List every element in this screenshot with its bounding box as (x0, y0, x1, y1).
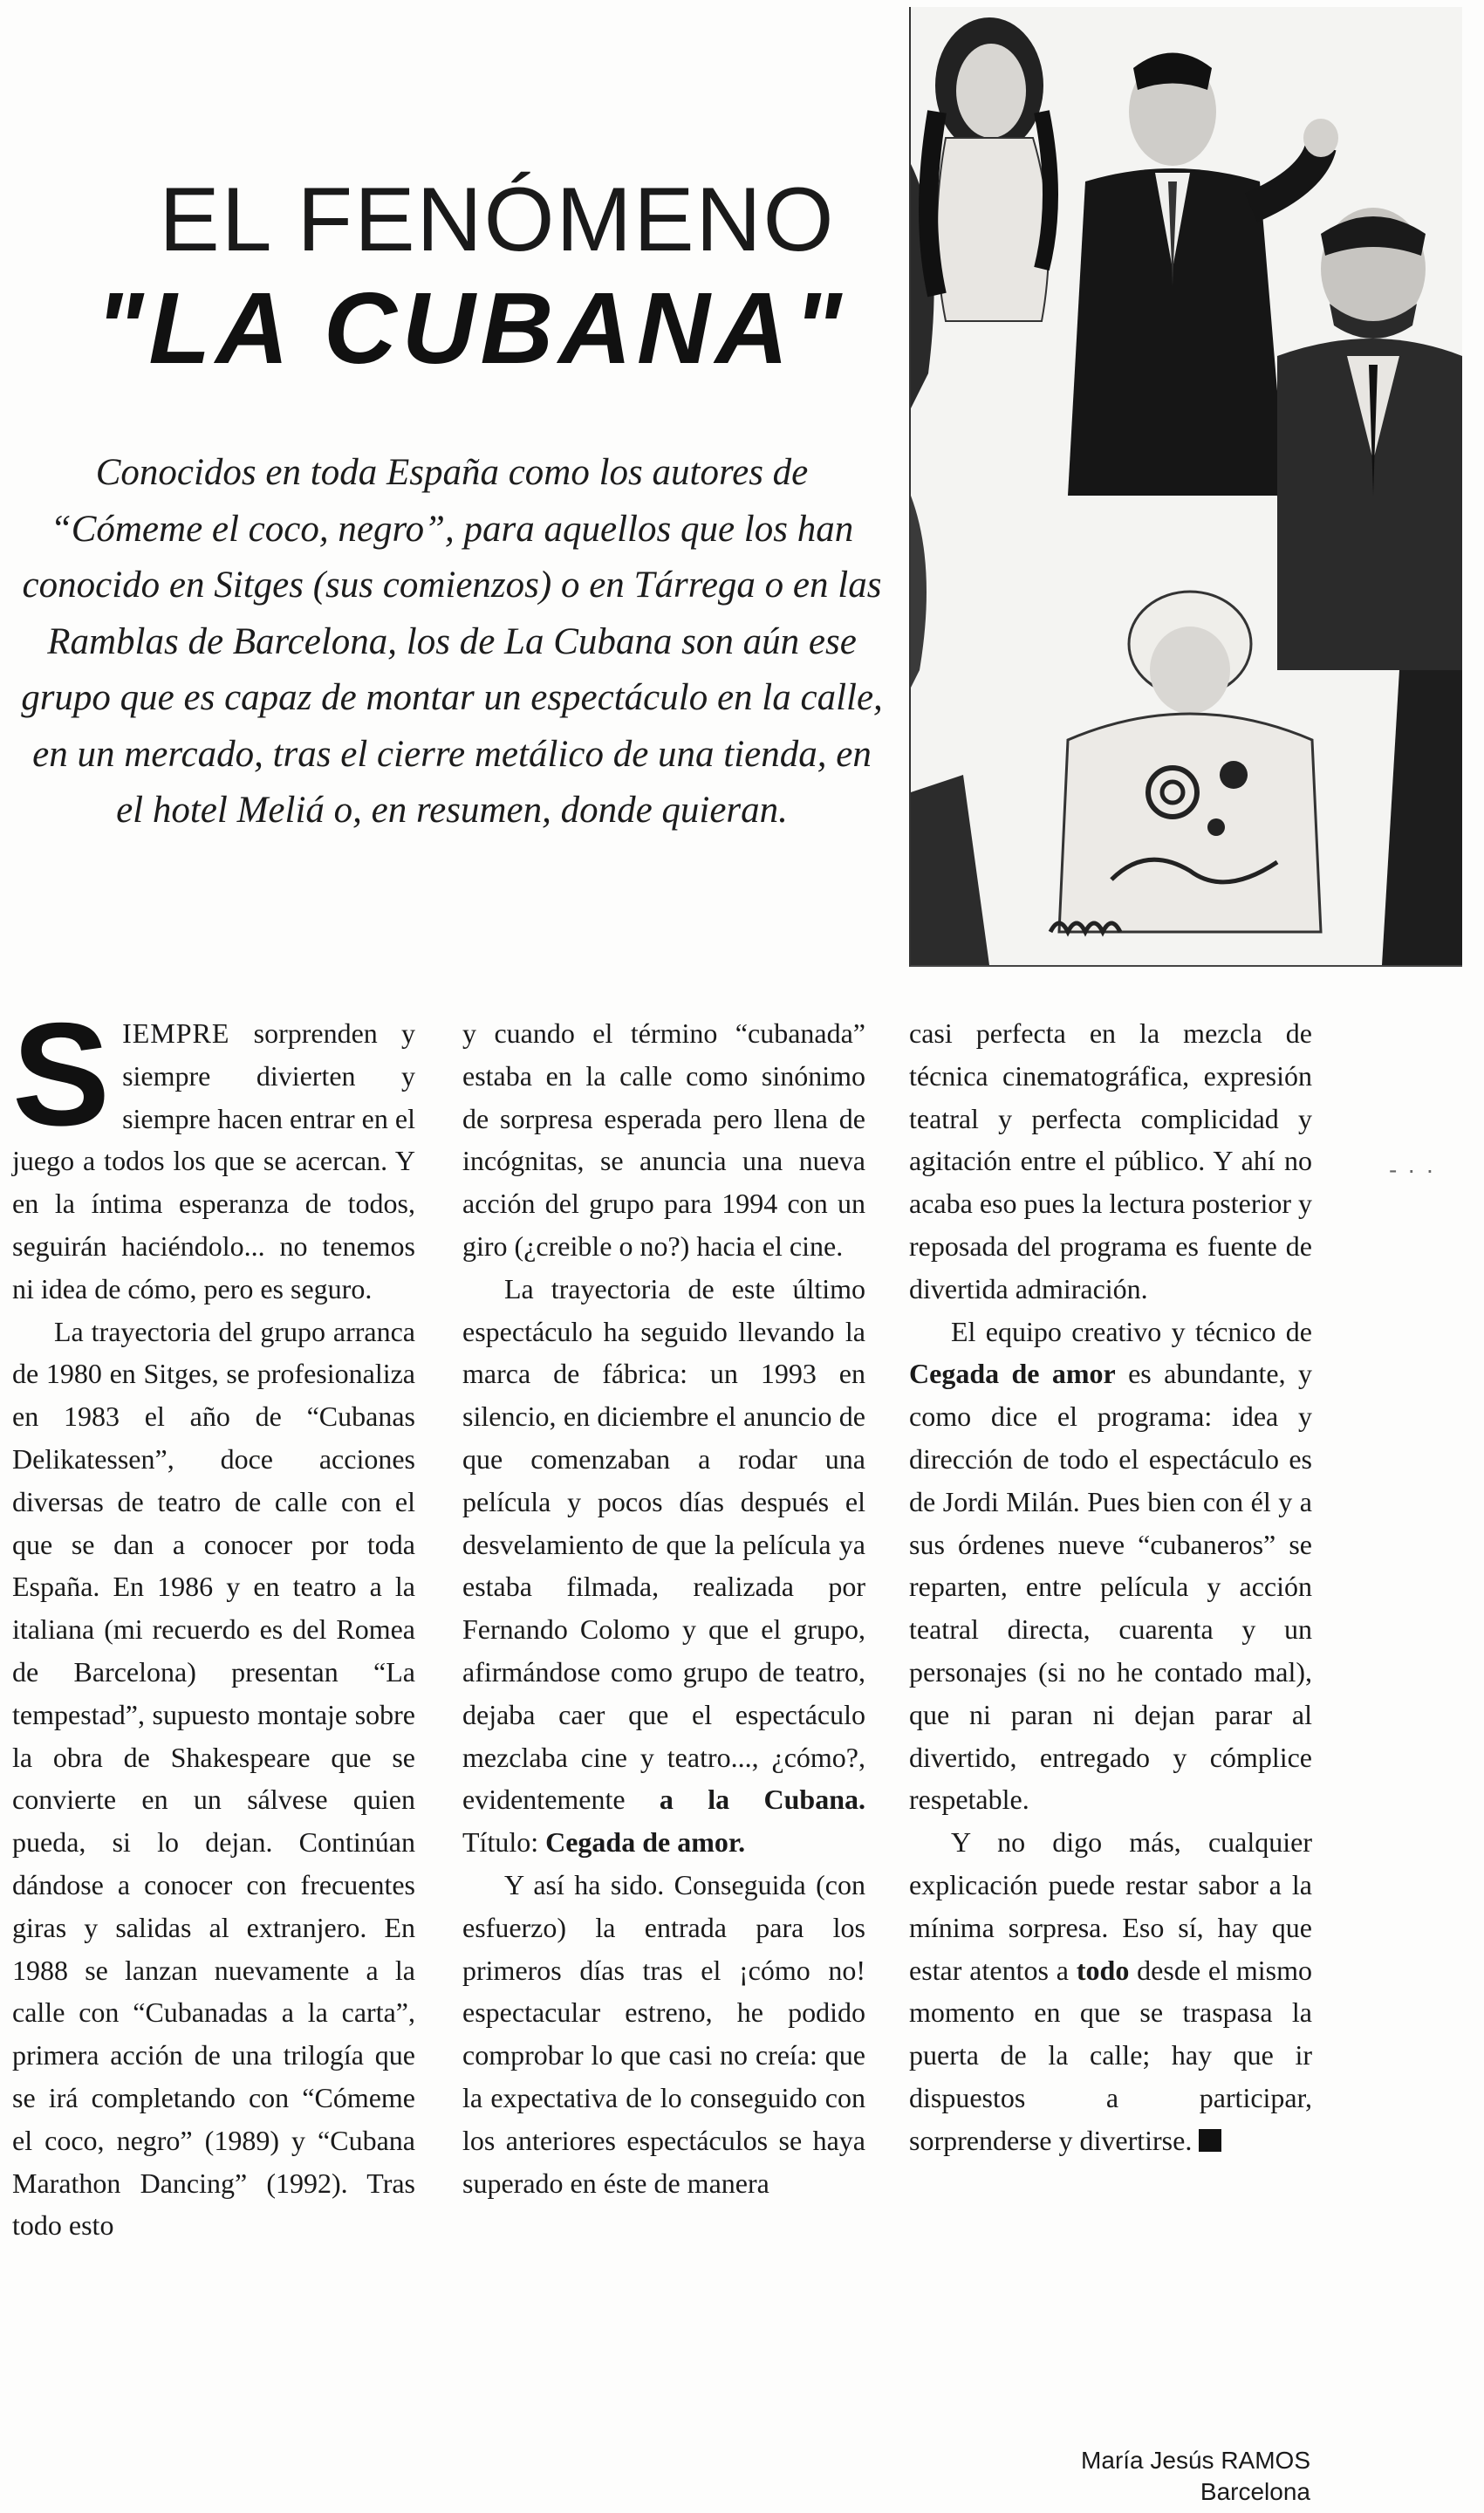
emphasis-text: a la Cubana. (659, 1784, 865, 1816)
headline-top: EL FENÓMENO (159, 169, 836, 270)
lead-paragraph: Conocidos en toda España como los autores de “Cómeme el coco, negro”, para aquellos que los han conocido en Sitges (sus comienzos) o en Tárrega o en las Ramblas de Barcelona, los de La Cubana son aún ese grupo que es capaz de montar un espectáculo en la calle, en un mercado, tras el cierre metálico de una tienda, en el hotel Meliá o, en resumen, donde quieran. (21, 452, 883, 831)
byline (1003, 2445, 1310, 2508)
paragraph: Y así ha sido. Conseguida (con esfuerzo) la entrada para los primeros días tras el ¡cómo no! espectacular estreno, he podido comprobar lo que casi no creía: que la expectativa de lo conseguido con los anteriores espectáculos se haya superado en éste de manera (462, 1868, 865, 2199)
paragraph-text: La trayectoria de este último espectáculo ha seguido llevando la marca de fábrica: un 1993 en silencio, en diciembre el anuncio de que comenzaban a rodar una película y pocos días después el desvelamiento de que la película ya estaba filmada, realizada por Fernando Colomo y que el grupo, afirmándose como grupo de teatro, dejaba caer que el espectáculo mezclaba cine y teatro..., ¿cómo?, evidentemente (462, 1272, 865, 1816)
paragraph (462, 1268, 865, 1864)
paragraph-text: Y no digo más, cualquier explicación puede restar sabor a la mínima sorpresa. Eso sí, hay que estar atentos a (909, 1826, 1312, 1986)
article-column-2 (462, 1012, 865, 2204)
paragraph (909, 1821, 1312, 2161)
paragraph (909, 1311, 1312, 1822)
author-name: María Jesús RAMOS (1081, 2447, 1310, 2474)
paragraph: La trayectoria del grupo arranca de 1980 en Sitges, se profesionaliza en 1983 el año de “Cubanas Delikatessen”, doce acciones diversas de teatro de calle con el que se dan a conocer por toda España. En 1986 y en teatro a la italiana (mi recuerdo es del Romea de Barcelona) presentan “La tempestad”, supuesto montaje sobre la obra de Shakespeare que se convierte en un sálvese quien pueda, si lo dejan. Continúan dándose a conocer con frecuentes giras y salidas al extranjero. En 1988 se lanzan nuevamente a la calle con “Cubanadas a la carta”, primera acción de una trilogía que se irá completando con “Cómeme el coco, negro” (1989) y “Cubana Marathon Dancing” (1992). Tras todo esto (12, 1315, 415, 2242)
paragraph-text: sorprenden y siempre divierten y siempre hacen entrar en el juego a todos los que se acercan. Y en la íntima esperanza de todos, seguirán haciéndolo... no tenemos ni idea de cómo, pero es seguro. (12, 1017, 415, 1304)
emphasis-text: todo (1076, 1954, 1130, 1986)
drop-cap: S (12, 992, 111, 1156)
group-photo-icon (911, 7, 1462, 965)
paragraph (12, 992, 415, 1311)
show-title: Cegada de amor. (545, 1826, 746, 1859)
lead-in-caps: IEMPRE (122, 1017, 230, 1049)
end-of-article-icon (1199, 2129, 1221, 2152)
article-column-1 (12, 992, 415, 2247)
author-location: Barcelona (1200, 2478, 1310, 2505)
headline-main: "LA CUBANA" (95, 271, 847, 385)
group-photo (909, 7, 1462, 967)
paragraph: casi perfecta en la mezcla de técnica cinematográfica, expresión teatral y perfecta complicidad y agitación entre el público. Y ahí no acaba eso pues la lectura posterior y reposada del programa es fuente de divertida admiración. (909, 1017, 1313, 1304)
show-title: Cegada de amor (909, 1358, 1116, 1390)
paragraph: y cuando el término “cubanada” estaba en la calle como sinónimo de sorpresa esperada pero llena de incógnitas, se anuncia una nueva acción del grupo para 1994 con un giro (¿creible o no?) hacia el cine. (462, 1017, 865, 1262)
margin-mark: - · · (1389, 1156, 1436, 1183)
article-column-3 (909, 1012, 1312, 2162)
paragraph-text: Título: (462, 1826, 546, 1859)
paragraph-text: desde el mismo momento en que se traspasa la puerta de la calle; hay que ir dispuestos a participar, sorprenderse y divertirse. (909, 1954, 1313, 2156)
paragraph-text: es abundante, y como dice el programa: idea y dirección de todo el espectáculo es de Jordi Milán. Pues bien con él y a sus órdenes nueve “cubaneros” se reparten, entre película y acción teatral directa, cuarenta y un personajes (si no he contado mal), que ni paran ni dejan parar al divertido, entregado y cómplice respetable. (909, 1358, 1312, 1816)
paragraph-text: El equipo creativo y técnico de (951, 1315, 1312, 1347)
